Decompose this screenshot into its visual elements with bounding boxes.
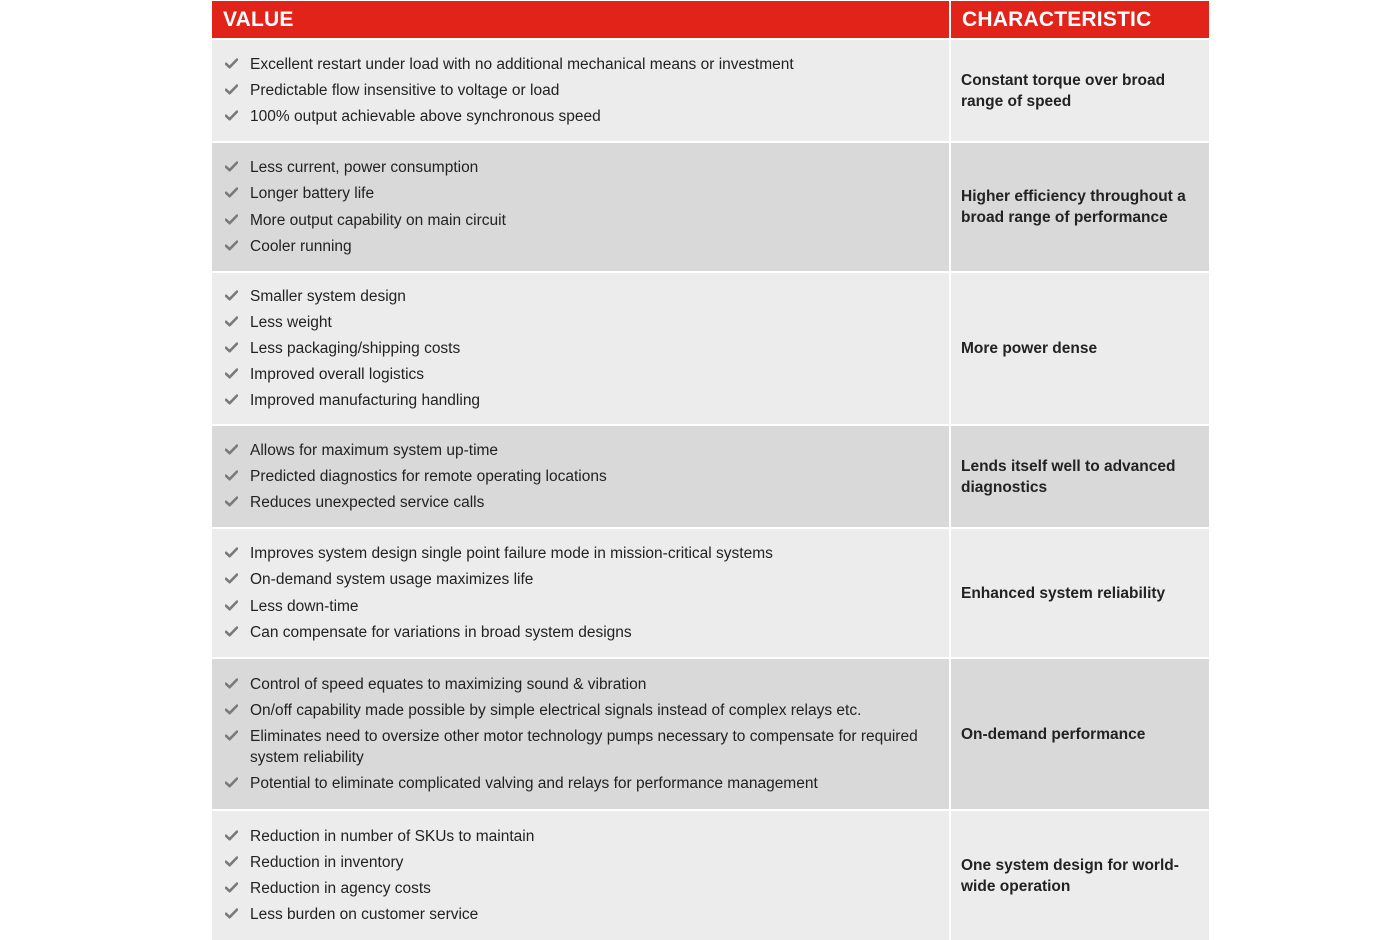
table-body	[212, 38, 1209, 940]
value-text: 100% output achievable above synchronous speed	[250, 108, 601, 126]
value-list-item	[212, 826, 949, 847]
characteristic-cell: Higher efficiency throughout a broad range of performance	[961, 188, 1186, 226]
value-cell	[212, 811, 951, 940]
value-list-item	[212, 54, 949, 75]
value-list-item	[212, 622, 949, 643]
checkmark-icon	[212, 700, 250, 715]
value-cell	[212, 40, 951, 141]
value-text: Cooler running	[250, 237, 352, 255]
table-header	[212, 1, 1209, 38]
checkmark-icon	[212, 543, 250, 558]
checkmark-icon	[212, 210, 250, 225]
characteristic-cell: More power dense	[961, 340, 1098, 357]
value-list-item	[212, 773, 949, 794]
value-list-item	[212, 852, 949, 873]
checkmark-icon	[212, 726, 250, 741]
checkmark-icon	[212, 54, 250, 69]
value-list-item	[212, 543, 949, 564]
value-list-item	[212, 440, 949, 461]
value-column-header: VALUE	[212, 1, 951, 38]
value-list-item	[212, 596, 949, 617]
value-text: More output capability on main circuit	[250, 211, 506, 229]
value-text: Less burden on customer service	[250, 906, 479, 924]
checkmark-icon	[212, 569, 250, 584]
characteristic-cell: One system design for world-wide operation	[961, 856, 1179, 895]
value-list-item	[212, 674, 949, 695]
checkmark-icon	[212, 338, 250, 353]
table-row	[212, 527, 1209, 657]
value-list-item	[212, 466, 949, 487]
value-cell	[212, 659, 951, 809]
checkmark-icon	[212, 80, 250, 95]
checkmark-icon	[212, 622, 250, 637]
value-list-item	[212, 312, 949, 333]
value-text: Improves system design single point failure mode in mission-critical systems	[250, 545, 773, 563]
checkmark-icon	[212, 390, 250, 405]
value-text: Predicted diagnostics for remote operating locations	[250, 468, 607, 485]
checkmark-icon	[212, 852, 250, 867]
value-text: On/off capability made possible by simple electrical signals instead of complex relays etc.	[250, 701, 862, 719]
value-list-item	[212, 106, 949, 127]
checkmark-icon	[212, 904, 250, 919]
value-cell	[212, 529, 951, 657]
table-row	[212, 141, 1209, 271]
value-cell	[212, 143, 951, 271]
table-row	[212, 424, 1209, 527]
value-characteristic-table	[212, 1, 1209, 940]
characteristic-cell: Constant torque over broad range of speed	[961, 71, 1166, 110]
value-text: Smaller system design	[250, 287, 406, 305]
value-list-item	[212, 157, 949, 178]
value-text: Control of speed equates to maximizing sound & vibration	[250, 675, 647, 693]
value-text: Reduction in agency costs	[250, 880, 431, 898]
checkmark-icon	[212, 236, 250, 251]
characteristic-cell: Lends itself well to advanced diagnostics	[961, 457, 1176, 496]
value-text: Improved manufacturing handling	[250, 392, 481, 410]
value-text: Excellent restart under load with no additional mechanical means or investment	[250, 55, 794, 73]
value-list-item	[212, 492, 949, 513]
checkmark-icon	[212, 878, 250, 893]
value-list-item	[212, 726, 949, 768]
value-text: Eliminates need to oversize other motor technology pumps necessary to compensate for required system reliability	[250, 728, 918, 767]
value-text: Improved overall logistics	[250, 366, 425, 384]
value-text: Longer battery life	[250, 185, 375, 203]
value-list-item	[212, 80, 949, 101]
checkmark-icon	[212, 773, 250, 788]
value-text: Predictable flow insensitive to voltage or load	[250, 82, 560, 99]
value-list-item	[212, 878, 949, 899]
value-list-item	[212, 183, 949, 204]
value-text: Less current, power consumption	[250, 159, 479, 177]
checkmark-icon	[212, 106, 250, 121]
value-text: On-demand system usage maximizes life	[250, 571, 534, 589]
table-row	[212, 38, 1209, 141]
checkmark-icon	[212, 183, 250, 198]
table-row	[212, 271, 1209, 424]
checkmark-icon	[212, 674, 250, 689]
checkmark-icon	[212, 492, 250, 507]
value-cell	[212, 273, 951, 424]
value-text: Reduction in inventory	[250, 853, 404, 871]
value-list-item	[212, 390, 949, 411]
characteristic-cell: Enhanced system reliability	[961, 584, 1166, 602]
checkmark-icon	[212, 364, 250, 379]
value-list-item	[212, 700, 949, 721]
value-text: Less weight	[250, 313, 332, 331]
checkmark-icon	[212, 157, 250, 172]
value-text: Can compensate for variations in broad system designs	[250, 623, 632, 641]
checkmark-icon	[212, 826, 250, 841]
value-text: Allows for maximum system up-time	[250, 441, 499, 459]
checkmark-icon	[212, 286, 250, 301]
value-text: Potential to eliminate complicated valving and relays for performance management	[250, 775, 818, 793]
checkmark-icon	[212, 440, 250, 455]
value-text: Less packaging/shipping costs	[250, 340, 461, 357]
value-text: Less down-time	[250, 597, 359, 615]
value-list-item	[212, 236, 949, 257]
value-list-item	[212, 286, 949, 307]
checkmark-icon	[212, 466, 250, 481]
value-list-item	[212, 210, 949, 231]
table-row	[212, 657, 1209, 809]
value-text: Reduction in number of SKUs to maintain	[250, 827, 535, 845]
checkmark-icon	[212, 312, 250, 327]
value-list-item	[212, 364, 949, 385]
table-row	[212, 809, 1209, 940]
value-list-item	[212, 338, 949, 359]
value-list-item	[212, 569, 949, 590]
characteristic-cell: On-demand performance	[961, 725, 1146, 743]
value-text: Reduces unexpected service calls	[250, 494, 485, 512]
value-cell	[212, 426, 951, 527]
value-list-item	[212, 904, 949, 925]
characteristic-column-header: CHARACTERISTIC	[962, 8, 1152, 31]
checkmark-icon	[212, 596, 250, 611]
